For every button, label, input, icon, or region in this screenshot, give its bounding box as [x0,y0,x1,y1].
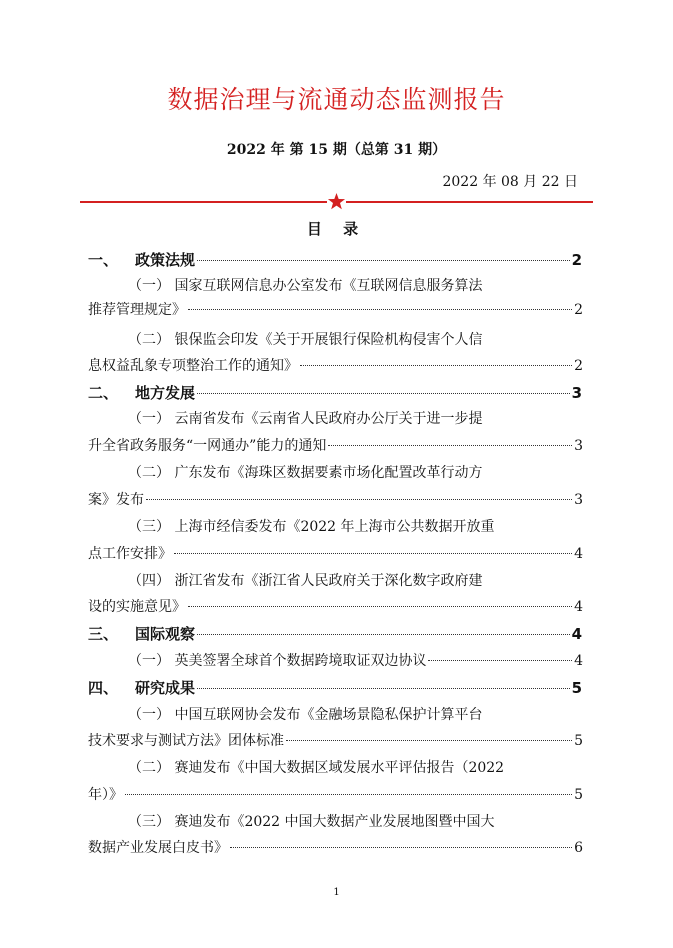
page-number: 3 [571,384,582,402]
page-number: 5 [574,787,583,803]
dot-leader [428,660,572,661]
toc-item-text: 年）》 [88,787,123,803]
dot-leader [197,634,570,635]
section-label: 研究成果 [135,679,196,697]
divider-right [346,201,593,203]
toc-item-line1[interactable]: （一） 云南省发布《云南省人民政府办公厅关于进一步提 [128,411,483,427]
page-number: 3 [574,438,583,454]
toc-item-text: 息权益乱象专项整治工作的通知》 [88,358,298,374]
toc-item-line1[interactable]: （二） 银保监会印发《关于开展银行保险机构侵害个人信 [128,332,483,348]
toc-item-line2[interactable] [88,355,583,377]
toc-item-text: 数据产业发展白皮书》 [88,840,228,856]
toc-item-line1[interactable]: （二） 广东发布《海珠区数据要素市场化配置改革行动方 [128,465,483,481]
issue-date: 2022 年 08 月 22 日 [442,174,578,190]
toc-section-1[interactable] [88,249,582,271]
issue-number: 2022 年 第 15 期（总第 31 期） [226,142,447,158]
dot-leader [328,445,572,446]
toc-item-line2[interactable] [88,299,583,321]
section-label: 国际观察 [135,625,196,643]
toc-item-text: 升全省政务服务“一网通办”能力的通知 [88,438,327,454]
dot-leader [125,794,572,795]
toc-item-text: 案》发布 [88,492,144,508]
page-number: 4 [574,653,583,669]
toc-item-line1[interactable]: （三） 赛迪发布《2022 中国大数据产业发展地图暨中国大 [128,814,495,830]
toc-section-2[interactable] [88,382,582,404]
toc-section-3[interactable] [88,623,582,645]
page-number: 4 [574,599,583,615]
section-number: 一、 [88,251,119,269]
toc-item-line2[interactable] [88,596,583,618]
toc-item-line1[interactable]: （四） 浙江省发布《浙江省人民政府关于深化数字政府建 [128,573,483,589]
page-number: 6 [574,840,583,856]
toc-item-line2[interactable] [88,543,583,565]
toc-item-line2[interactable] [88,489,583,511]
page-number: 5 [574,733,583,749]
toc-item-single[interactable] [128,650,583,672]
report-title: 数据治理与流通动态监测报告 [167,85,506,114]
toc-item-line1[interactable]: （三） 上海市经信委发布《2022 年上海市公共数据开放重 [128,519,495,535]
dot-leader [174,553,572,554]
toc-item-line1[interactable]: （一） 中国互联网协会发布《金融场景隐私保护计算平台 [128,707,483,723]
dot-leader [146,499,572,500]
toc-item-text: 点工作安排》 [88,546,172,562]
dot-leader [230,847,572,848]
toc-item-line1[interactable]: （一） 国家互联网信息办公室发布《互联网信息服务算法 [128,278,483,294]
divider-left [80,201,327,203]
toc-item-line1[interactable]: （二） 赛迪发布《中国大数据区域发展水平评估报告（2022 [128,760,505,776]
toc-item-text: （一） 英美签署全球首个数据跨境取证双边协议 [128,653,427,669]
section-number: 四、 [88,679,119,697]
toc-item-line2[interactable] [88,435,583,457]
toc-item-text: 技术要求与测试方法》团体标准 [88,733,284,749]
toc-item-line2[interactable] [88,837,583,859]
section-label: 地方发展 [135,384,196,402]
toc-heading: 目 录 [306,220,367,238]
dot-leader [197,393,570,394]
star-icon [327,192,346,211]
dot-leader [188,309,572,310]
page-number: 4 [571,625,582,643]
dot-leader [197,260,570,261]
page-number: 5 [571,679,582,697]
toc-item-line2[interactable] [88,784,583,806]
toc-item-line2[interactable] [88,730,583,752]
dot-leader [300,365,572,366]
page-number: 2 [574,302,583,318]
page-number: 4 [574,546,583,562]
dot-leader [197,688,570,689]
dot-leader [286,740,572,741]
toc-item-text: 推荐管理规定》 [88,302,186,318]
toc-section-4[interactable] [88,677,582,699]
section-number: 二、 [88,384,119,402]
section-label: 政策法规 [135,251,196,269]
section-number: 三、 [88,625,119,643]
page-number: 2 [571,251,582,269]
page-number: 2 [574,358,583,374]
dot-leader [188,606,572,607]
footer-page-number: 1 [333,887,340,898]
toc-item-text: 设的实施意见》 [88,599,186,615]
page-number: 3 [574,492,583,508]
